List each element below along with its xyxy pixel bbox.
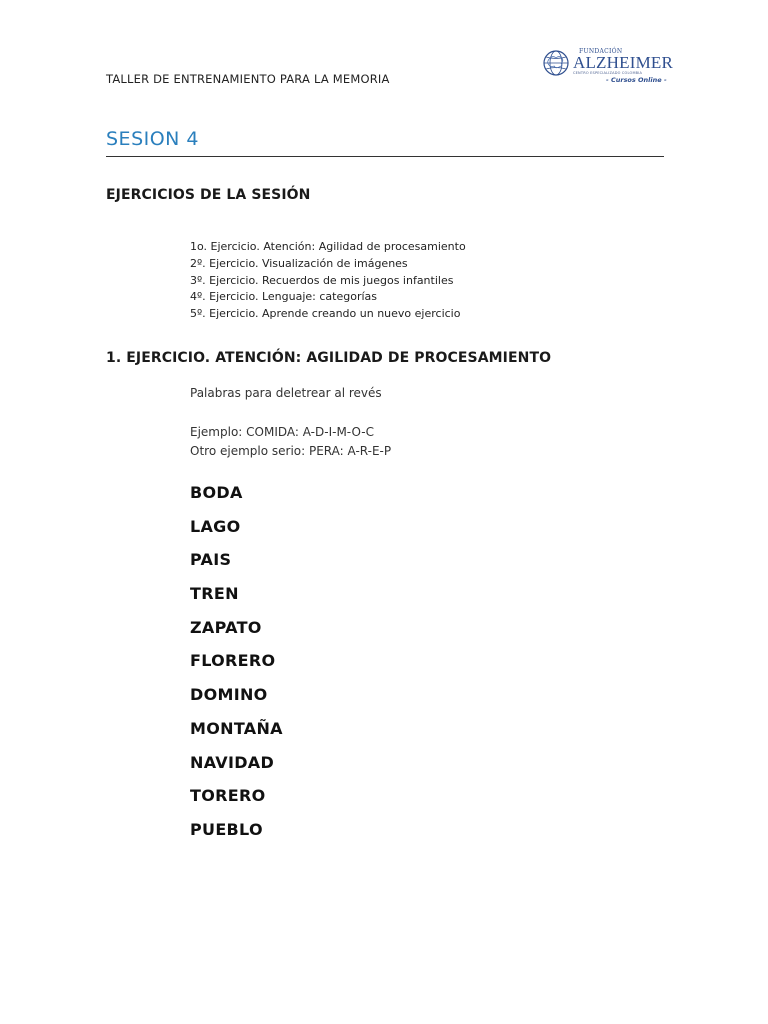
exercise1-heading: 1. EJERCICIO. ATENCIÓN: AGILIDAD DE PROCESAMIENTO: [106, 350, 552, 366]
exercise-list-item: 2º. Ejercicio. Visualización de imágenes: [190, 256, 408, 270]
logo-subtitle-text: CENTRO ESPECIALIZADO COLOMBIA: [573, 71, 643, 75]
logo-fundacion-text: FUNDACIÓN: [579, 48, 623, 55]
word-item: TORERO: [190, 786, 266, 806]
logo-tagline-text: - Cursos Online -: [606, 76, 667, 84]
exercise1-example-2: Otro ejemplo serio: PERA: A-R-E-P: [190, 444, 392, 458]
word-item: PUEBLO: [190, 819, 263, 839]
exercises-heading: EJERCICIOS DE LA SESIÓN: [106, 187, 311, 203]
exercise-list-item: 5º. Ejercicio. Aprende creando un nuevo ejercicio: [190, 307, 461, 321]
exercise1-instruction: Palabras para deletrear al revés: [190, 386, 382, 400]
word-item: DOMINO: [190, 685, 268, 705]
word-item: BODA: [190, 483, 243, 502]
fundacion-alzheimer-logo: [541, 44, 674, 88]
word-item: MONTAÑA: [190, 718, 283, 738]
globe-brain-icon: [541, 48, 571, 78]
word-item: ZAPATO: [190, 617, 262, 637]
word-item: LAGO: [190, 516, 241, 536]
logo-name-text: ALZHEIMER: [573, 53, 674, 72]
header-title: TALLER DE ENTRENAMIENTO PARA LA MEMORIA: [106, 72, 390, 86]
word-item: PAIS: [190, 550, 232, 570]
exercise-list-item: 4º. Ejercicio. Lenguaje: categorías: [190, 290, 377, 304]
session-title: SESION 4: [106, 128, 200, 150]
exercise-list-item: 3º. Ejercicio. Recuerdos de mis juegos infantiles: [190, 273, 454, 287]
word-item: TREN: [190, 584, 239, 604]
title-divider: [106, 156, 664, 157]
word-item: NAVIDAD: [190, 752, 275, 772]
exercise-list-item: 1o. Ejercicio. Atención: Agilidad de procesamiento: [190, 240, 466, 253]
word-item: FLORERO: [190, 651, 276, 671]
word-list: [190, 482, 283, 853]
exercise-list: [190, 239, 466, 323]
exercise1-example-1: Ejemplo: COMIDA: A-D-I-M-O-C: [190, 425, 374, 439]
